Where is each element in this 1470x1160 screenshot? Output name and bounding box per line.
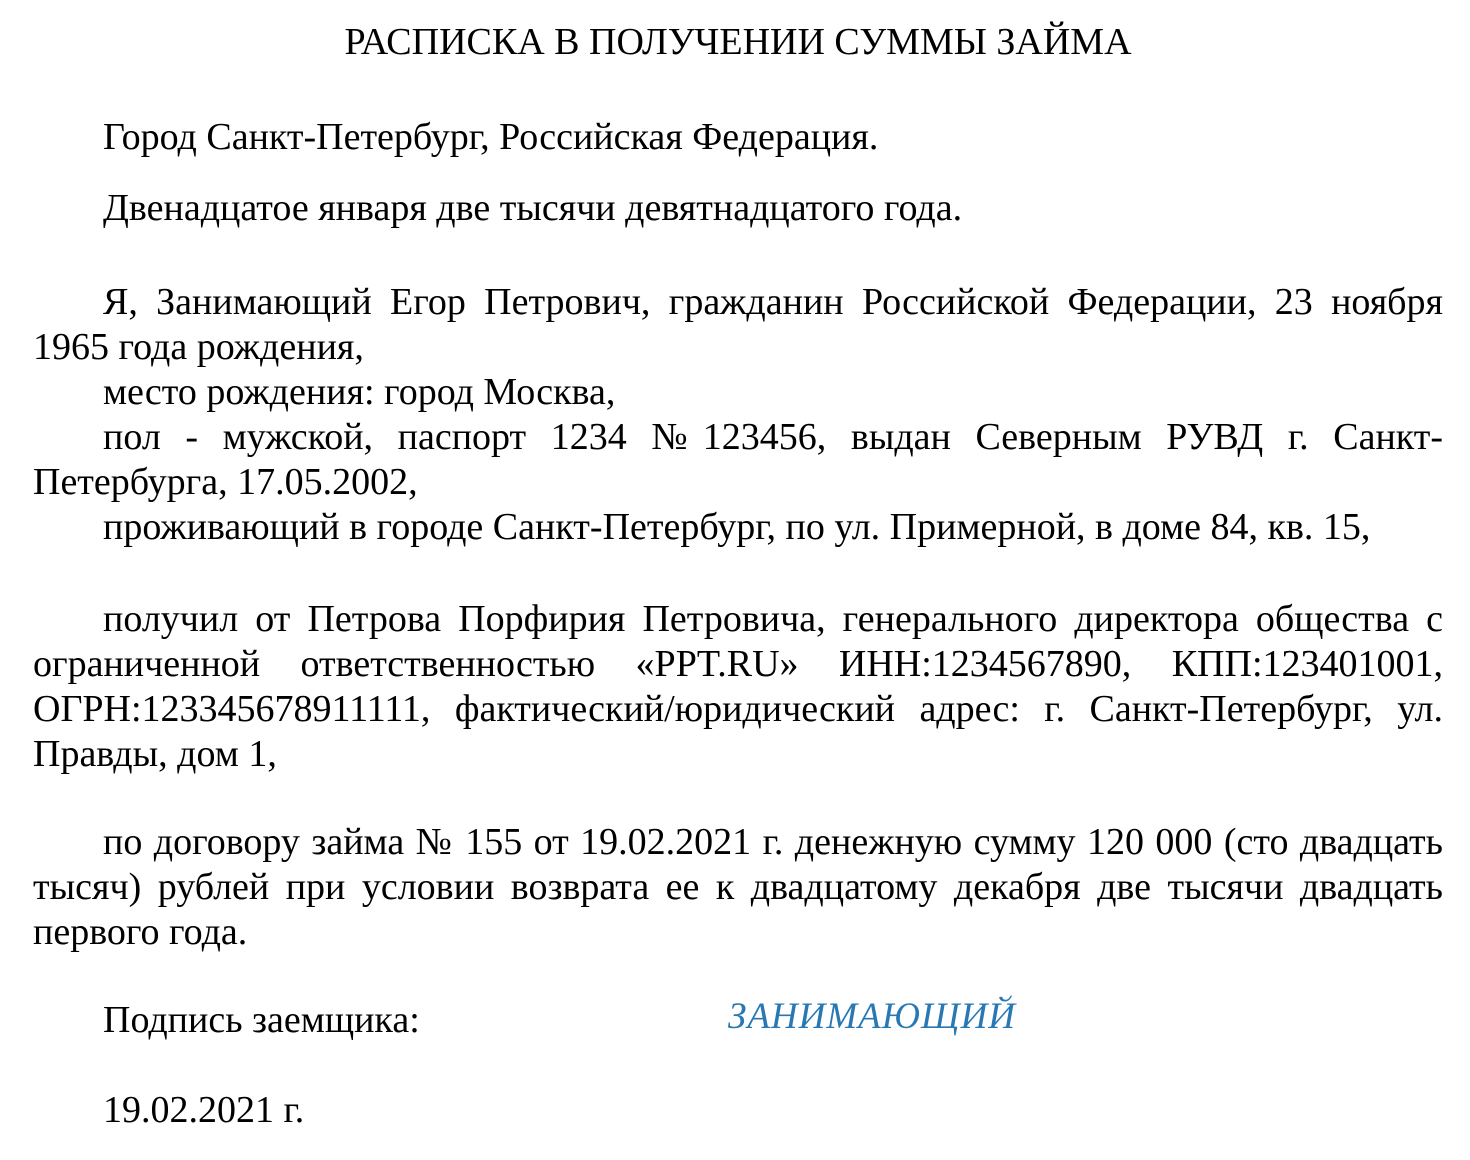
footer-date: 19.02.2021 г. [103,1089,305,1131]
lender-paragraph: получил от Петрова Порфирия Петровича, генерального директора общества с ограниченной ответственностью «PPT.RU» ИНН:1234567890, КПП:123401001, ОГРН:123345678911111, фактический/юридический адрес: г. Санкт-Петербург, ул. Правды, дом 1, [33,598,1443,775]
borrower-paragraph: Я, Занимающий Егор Петрович, гражданин Российской Федерации, 23 ноября 1965 года рождения, [33,281,1443,368]
signature-row [33,998,1443,1043]
signature-label: Подпись заемщика: [103,999,420,1041]
loan-terms-paragraph: по договору займа № 155 от 19.02.2021 г. денежную сумму 120 000 (сто двадцать тысяч) рублей при условии возврата ее к двадцатому декабря две тысячи двадцать первого года. [33,821,1443,953]
signature-text: ЗАНИМАЮЩИЙ [728,996,1017,1037]
document-title: РАСПИСКА В ПОЛУЧЕНИИ СУММЫ ЗАЙМА [344,21,1132,63]
residence-line: проживающий в городе Санкт-Петербург, по ул. Примерной, в доме 84, кв. 15, [103,506,1371,548]
date-in-words-line: Двенадцатое января две тысячи девятнадцатого года. [103,187,963,229]
city-line: Город Санкт-Петербург, Российская Федерация. [103,116,879,158]
birthplace-line: место рождения: город Москва, [103,371,616,413]
passport-paragraph: пол - мужской, паспорт 1234 №123456, выдан Северным РУВД г. Санкт-Петербурга, 17.05.2002, [33,416,1443,503]
